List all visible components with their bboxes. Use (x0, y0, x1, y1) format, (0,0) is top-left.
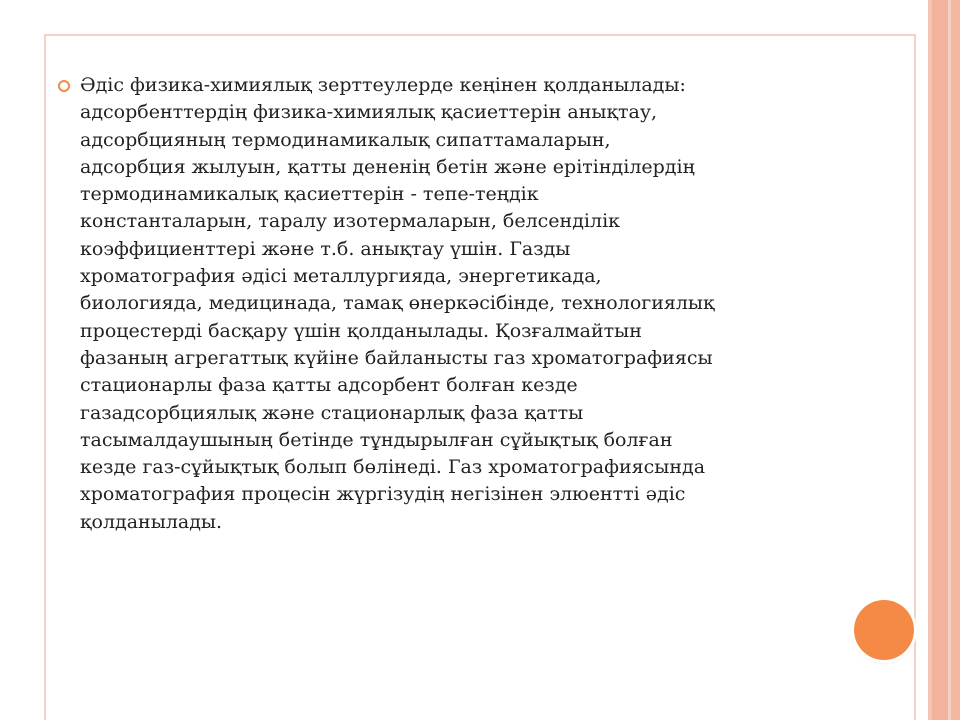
orange-circle-decoration (854, 600, 914, 660)
decorative-stripe-outer (951, 0, 960, 720)
text-line: тасымалдаушының бетінде тұндырылған сұйықтық болған (80, 428, 673, 451)
text-line: фазаның агрегаттық күйіне байланысты газ хроматографиясы (80, 346, 713, 369)
text-line: қолданылады. (80, 510, 223, 533)
text-line: хроматография әдісі металлургияда, энергетикада, (80, 265, 602, 288)
frame-top-line (44, 34, 916, 36)
frame-left-line (44, 34, 46, 720)
hollow-circle-bullet-icon (58, 80, 70, 92)
text-line: хроматография процесін жүргізудің негізінен элюентті әдіс (80, 483, 686, 506)
text-line: кезде газ-сұйықтық болып бөлінеді. Газ хроматографиясында (80, 456, 706, 479)
text-line: процестерді басқару үшін қолданылады. Қозғалмайтын (80, 319, 642, 342)
text-line: Әдіс физика-химиялық зерттеулерде кеңінен қолданылады: (80, 74, 686, 96)
bullet-paragraph (58, 72, 818, 536)
paragraph-text (80, 72, 818, 536)
text-line: коэффициенттері және т.б. анықтау үшін. Газды (80, 237, 571, 260)
text-line: адсорбенттердің физика-химиялық қасиеттерін анықтау, (80, 101, 658, 124)
text-line: адсорбцияның термодинамикалық сипаттамаларын, (80, 128, 611, 151)
slide-content (58, 72, 818, 536)
text-line: биологияда, медицинада, тамақ өнеркәсібінде, технологиялық (80, 292, 715, 315)
frame-right-line (914, 34, 916, 720)
decorative-stripe-main (932, 0, 948, 720)
text-line: адсорбция жылуын, қатты дененің бетін және ерітінділердің (80, 155, 695, 178)
text-line: константаларын, таралу изотермаларын, белсенділік (80, 210, 621, 233)
text-line: термодинамикалық қасиеттерін - тепе-теңдік (80, 183, 539, 206)
text-line: стационарлы фаза қатты адсорбент болған кезде (80, 374, 578, 397)
text-line: газадсорбциялық және стационарлық фаза қатты (80, 401, 584, 424)
